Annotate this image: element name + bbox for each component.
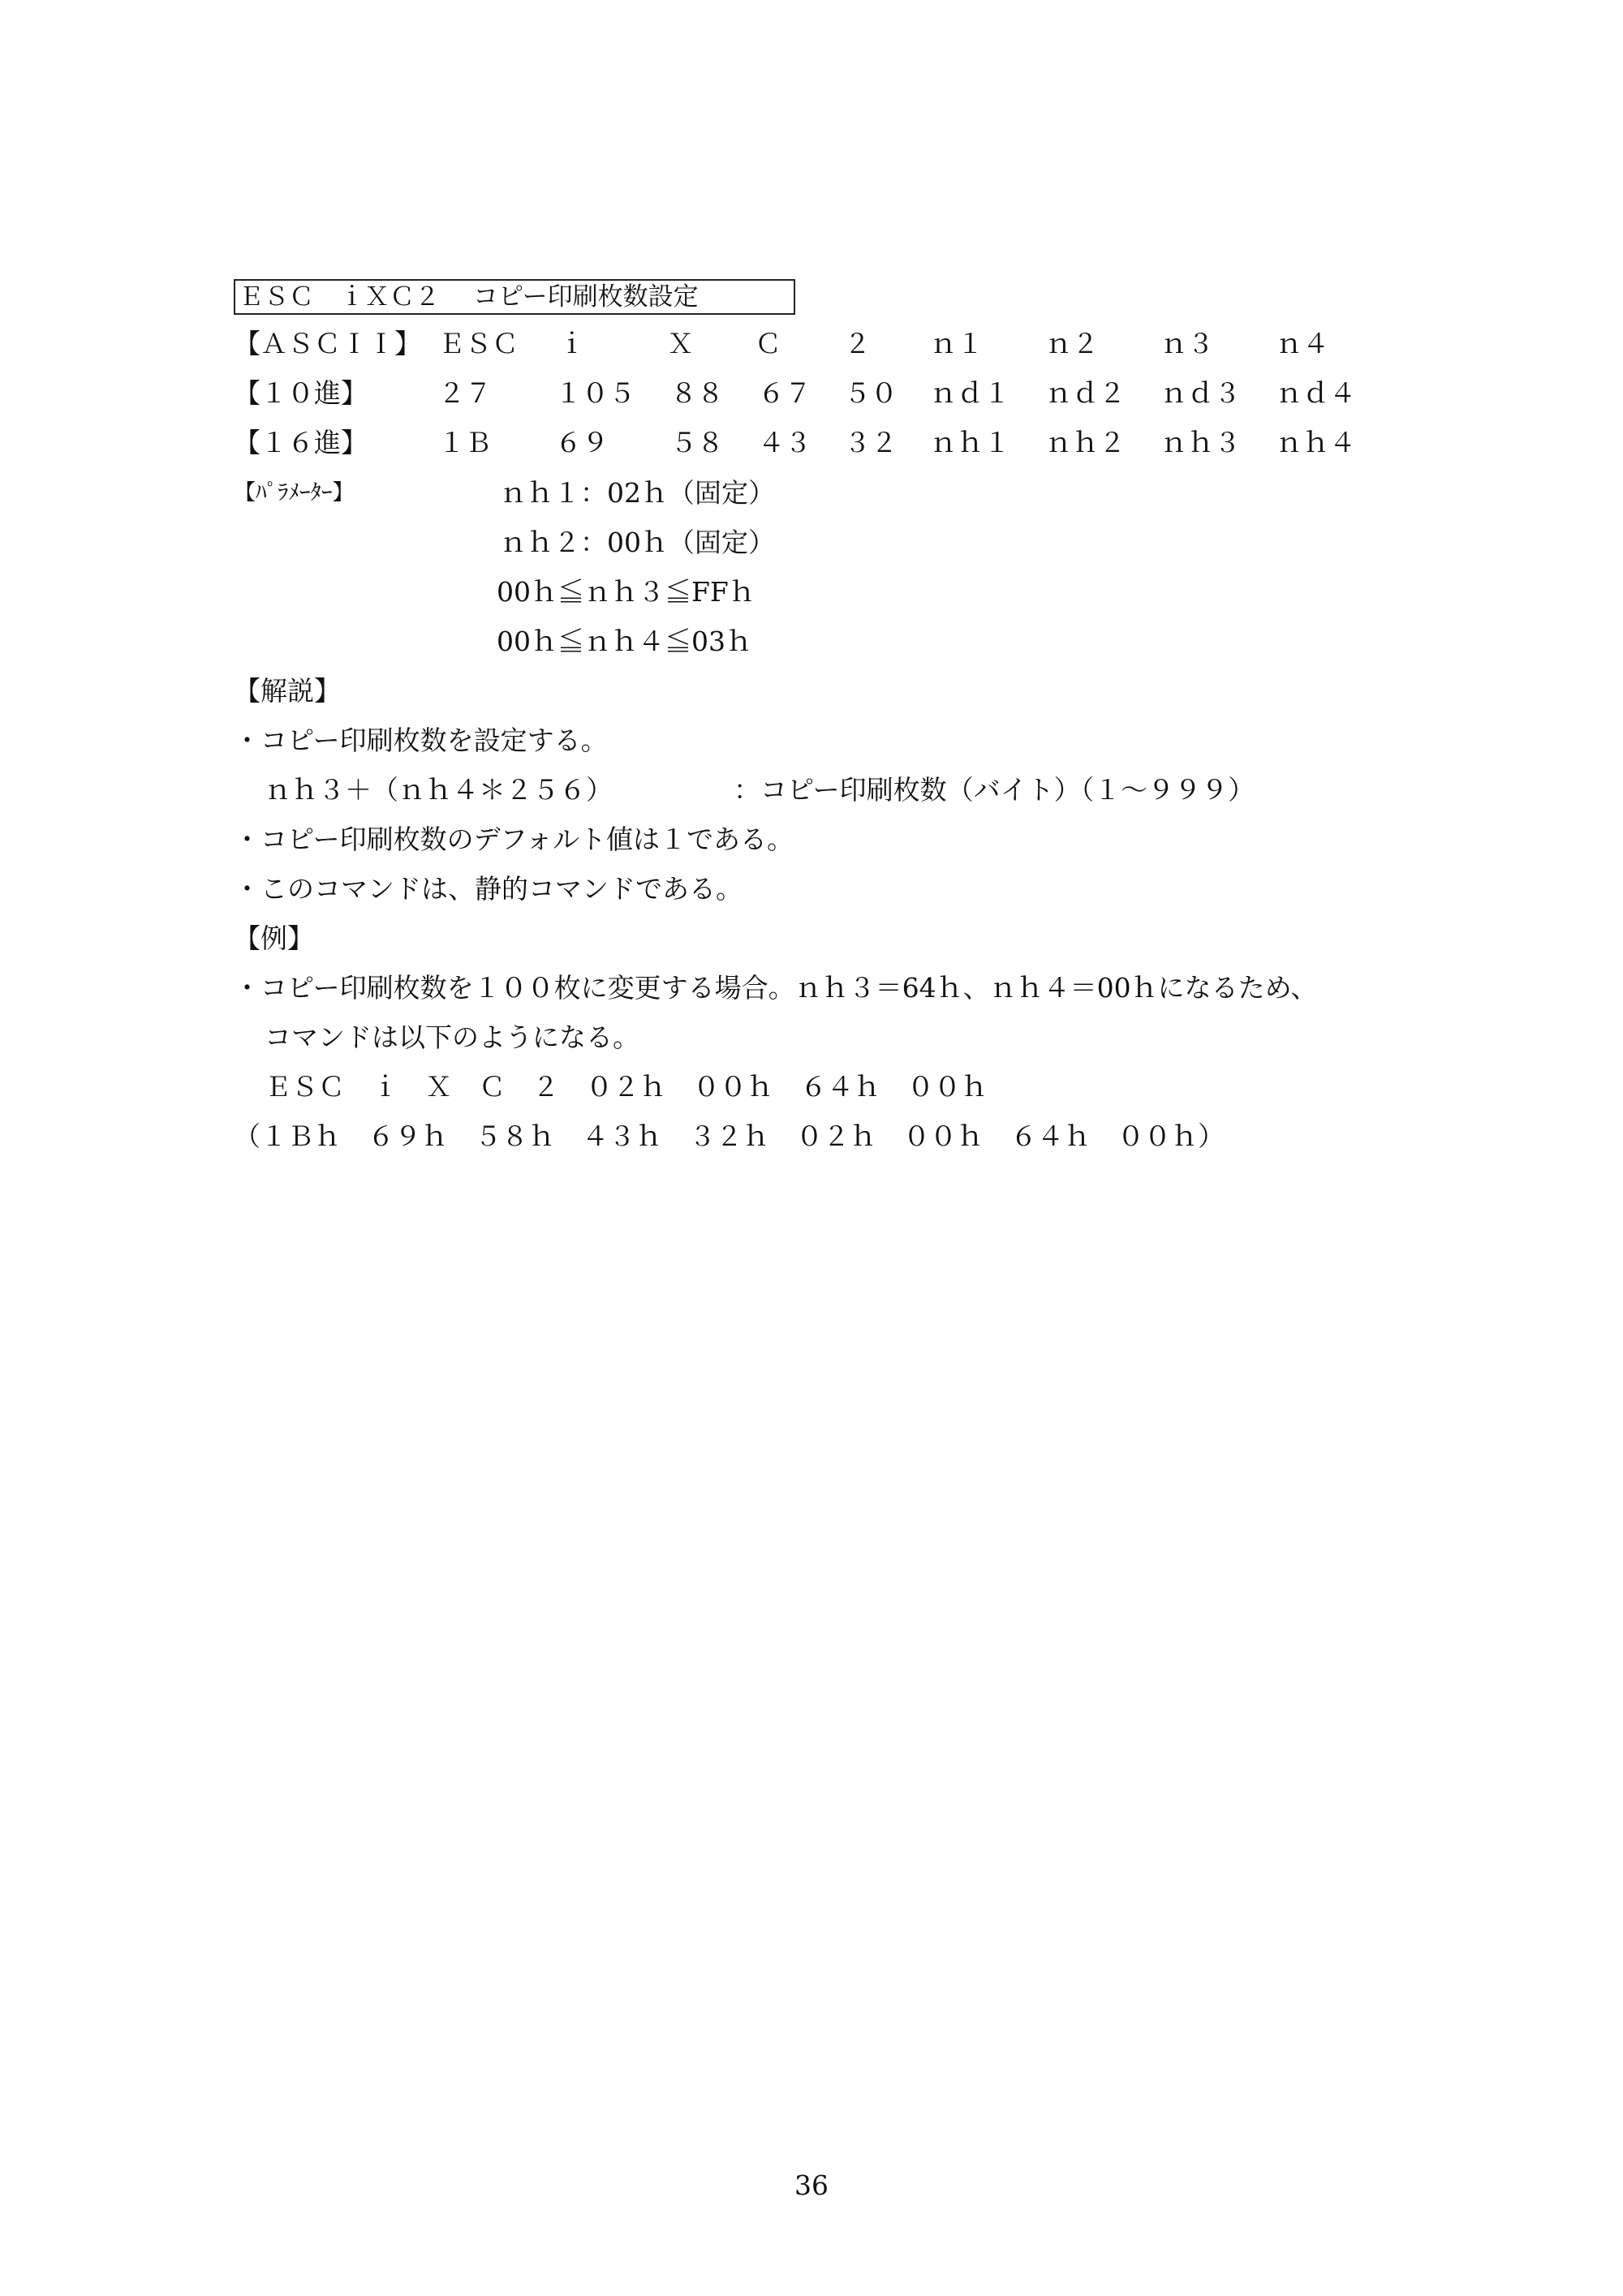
table-cell: ｎｄ３ xyxy=(1160,377,1241,409)
example-text: ・コピー印刷枚数を１００枚に変更する場合。ｎｈ３＝64ｈ、ｎｈ４＝00ｈになるため、 xyxy=(234,972,1318,1004)
table-cell: ｎｄ１ xyxy=(930,377,1010,409)
table-cell: ２ xyxy=(844,328,871,359)
example-text: コマンドは以下のようになる。 xyxy=(265,1021,639,1053)
table-cell: ８８ xyxy=(670,377,724,409)
table-cell: ｎ４ xyxy=(1276,328,1329,359)
table-cell: ６７ xyxy=(758,377,812,409)
parameter-line: 00ｈ≦ｎｈ３≦FFｈ xyxy=(497,576,756,608)
table-cell: １０５ xyxy=(555,377,635,409)
explanation-bullet: ・コピー印刷枚数を設定する。 xyxy=(234,724,608,756)
parameters-label: 【ﾊﾟﾗﾒｰﾀｰ】 xyxy=(234,480,355,505)
table-cell: Ｘ xyxy=(667,328,694,359)
page-number: 36 xyxy=(794,2169,829,2201)
table-cell: １Ｂ xyxy=(438,427,492,458)
parameter-line: 00ｈ≦ｎｈ４≦03ｈ xyxy=(497,626,752,657)
parameter-line: ｎｈ１：02ｈ（固定） xyxy=(500,477,775,509)
row-label: 【１０進】 xyxy=(234,377,368,409)
command-title: ＥＳＣ ｉＸＣ２ コピー印刷枚数設定 xyxy=(239,282,699,312)
table-cell: ｎ２ xyxy=(1045,328,1099,359)
explanation-bullet: ・コピー印刷枚数のデフォルト値は１である。 xyxy=(234,823,794,855)
table-cell: ｉ xyxy=(558,328,585,359)
table-cell: ５０ xyxy=(844,377,898,409)
table-cell: ５８ xyxy=(670,427,724,458)
parameter-line: ｎｈ２：00ｈ（固定） xyxy=(500,527,775,558)
formula-left: ｎｈ３＋（ｎｈ４＊２５６） xyxy=(265,774,613,806)
table-cell: Ｃ xyxy=(755,328,781,359)
table-cell: ｎｄ２ xyxy=(1045,377,1126,409)
explanation-heading: 【解説】 xyxy=(234,675,341,707)
explanation-bullet: ・このコマンドは、静的コマンドである。 xyxy=(234,873,743,905)
example-hex: （１Ｂｈ ６９ｈ ５８ｈ ４３ｈ ３２ｈ ０２ｈ ００ｈ ６４ｈ ００ｈ） xyxy=(234,1120,1225,1152)
table-cell: ｎｈ３ xyxy=(1160,427,1241,458)
table-cell: ｎｈ４ xyxy=(1276,427,1356,458)
table-cell: ｎ３ xyxy=(1160,328,1214,359)
example-heading: 【例】 xyxy=(234,922,314,954)
table-cell: ｎｄ４ xyxy=(1276,377,1356,409)
table-cell: ６９ xyxy=(555,427,609,458)
example-command: ＥＳＣ ｉ Ｘ Ｃ ２ ０２ｈ ００ｈ ６４ｈ ００ｈ xyxy=(265,1071,988,1103)
row-label: 【１６進】 xyxy=(234,427,368,458)
table-cell: ｎ１ xyxy=(930,328,984,359)
table-cell: ｎｈ１ xyxy=(930,427,1010,458)
table-cell: ４３ xyxy=(758,427,812,458)
table-cell: ２７ xyxy=(438,377,492,409)
table-cell: ｎｈ２ xyxy=(1045,427,1126,458)
table-cell: ＥＳＣ xyxy=(438,328,519,359)
table-cell: ３２ xyxy=(844,427,898,458)
row-label: 【ＡＳＣＩＩ】 xyxy=(234,328,421,359)
formula-right: ：コピー印刷枚数（バイト）（１～９９９） xyxy=(734,774,1255,806)
